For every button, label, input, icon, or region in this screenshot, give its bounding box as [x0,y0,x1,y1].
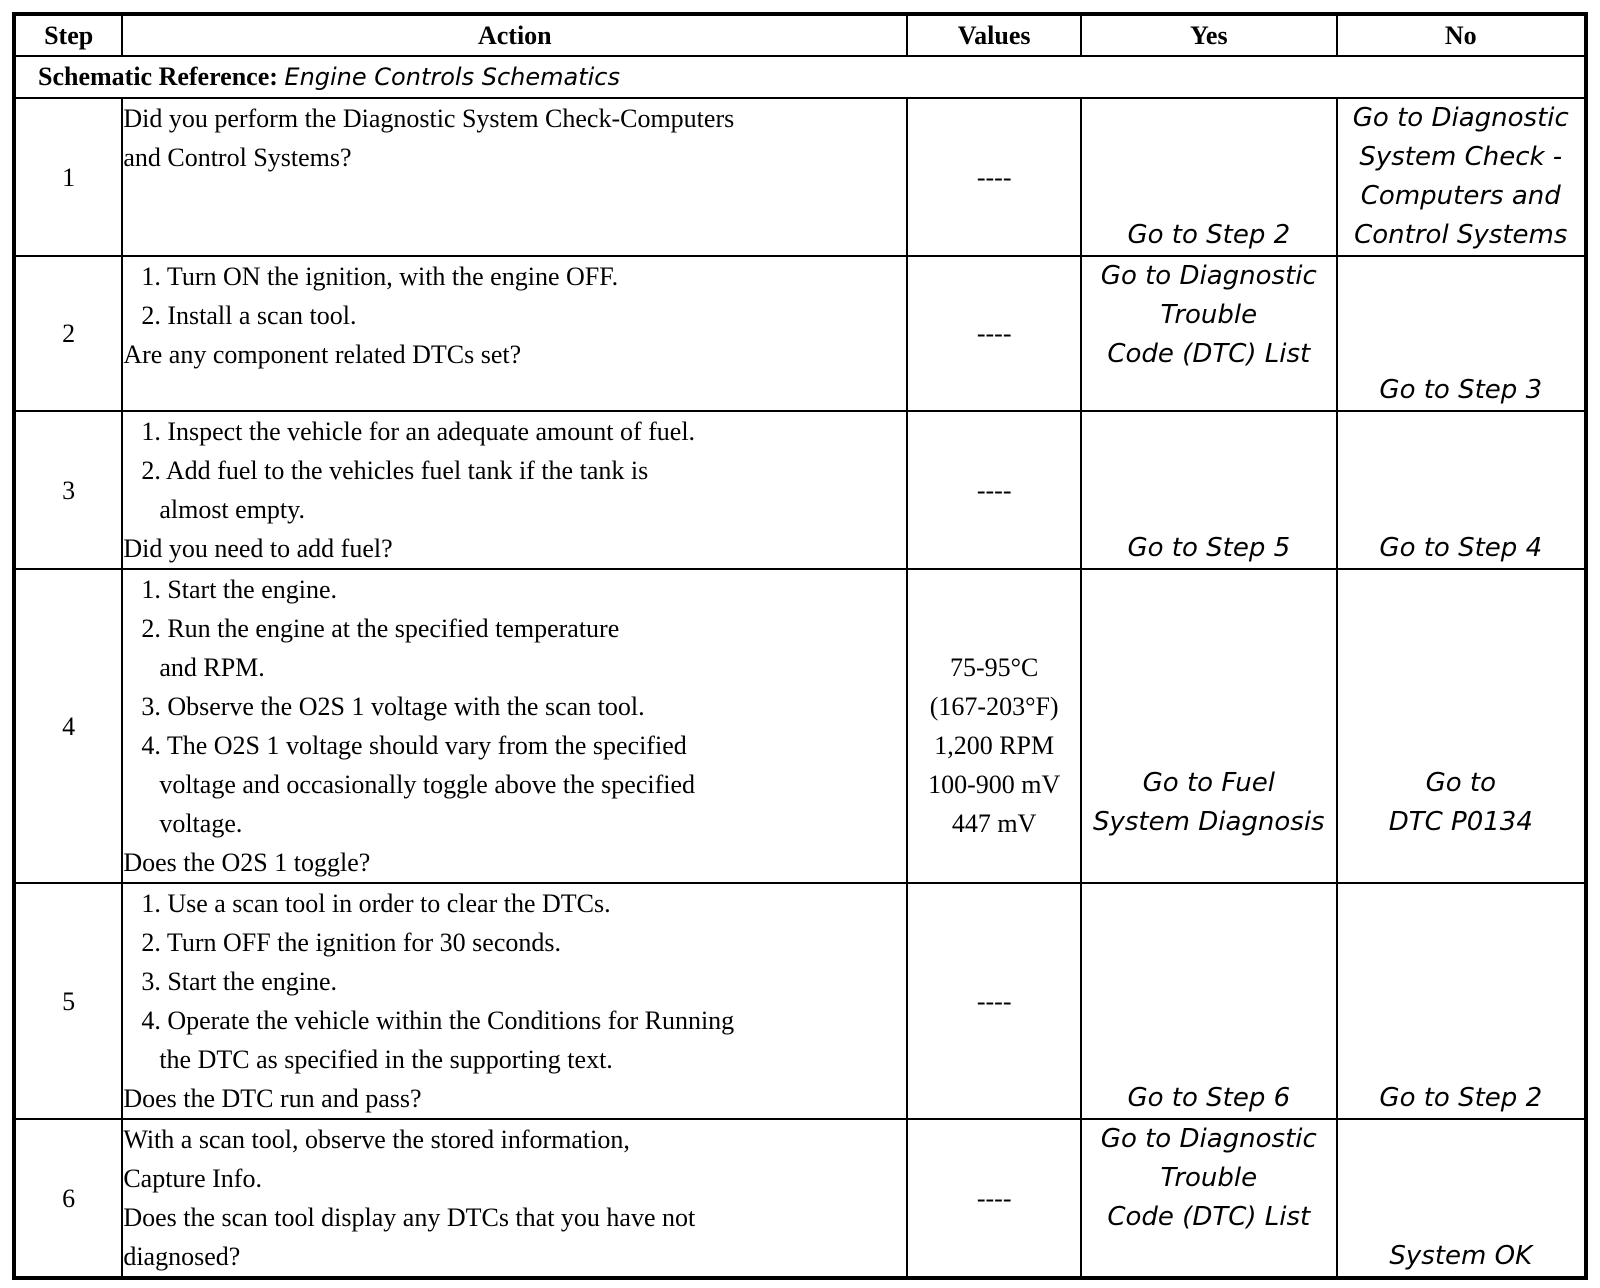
no-cell [1337,98,1586,256]
header-action: Action [122,14,907,56]
action-line: 2. Install a scan tool. [141,301,357,330]
header-no: No [1337,14,1586,56]
step-number: 3 [14,411,122,569]
value-line: ---- [976,475,1012,505]
yes-link: Trouble [1160,1163,1258,1193]
action-line: 3. Observe the O2S 1 voltage with the scan tool. [141,692,645,721]
header-row [14,14,1586,56]
action-line: Does the scan tool display any DTCs that you have not [123,1203,696,1232]
value-line: (167-203°F) [929,692,1059,721]
yes-cell [1081,98,1337,256]
no-link: Go to Step 4 [1379,533,1543,563]
yes-cell [1081,256,1337,411]
action-line: 1. Turn ON the ignition, with the engine OFF. [141,262,619,291]
action-line: Does the DTC run and pass? [123,1084,422,1113]
table-row [14,569,1586,883]
action-line: 3. Start the engine. [141,967,338,996]
action-cell [122,98,907,256]
value-line: ---- [976,162,1012,192]
action-line: Are any component related DTCs set? [123,340,522,369]
value-line: 447 mV [951,809,1037,838]
schematic-reference [14,56,1586,98]
no-cell [1337,256,1586,411]
action-cell [122,883,907,1119]
action-line: the DTC as specified in the supporting text. [159,1045,613,1074]
no-cell [1337,569,1586,883]
value-line: 75-95°C [949,653,1039,682]
action-cell [122,569,907,883]
yes-cell [1081,569,1337,883]
action-line: Did you need to add fuel? [123,534,393,563]
table-row [14,411,1586,569]
action-line: Did you perform the Diagnostic System Check-Computers [123,104,735,133]
no-link: System Check - [1359,142,1563,172]
yes-link: Go to Step 2 [1127,220,1291,250]
header-values: Values [907,14,1081,56]
value-line: ---- [976,1183,1012,1213]
yes-link: Code (DTC) List [1107,339,1311,369]
step-number: 1 [14,98,122,256]
no-link: System OK [1389,1241,1533,1271]
value-line: ---- [976,986,1012,1016]
table-row [14,1119,1586,1278]
yes-link: System Diagnosis [1093,807,1325,837]
values-cell [907,411,1081,569]
yes-link: Go to Step 6 [1127,1083,1291,1113]
action-line: voltage. [159,809,243,838]
value-line: 1,200 RPM [934,731,1055,760]
values-cell [907,1119,1081,1278]
header-yes: Yes [1081,14,1337,56]
action-line: and RPM. [159,653,265,682]
action-line: diagnosed? [123,1242,241,1271]
no-link: Go to [1425,768,1496,798]
no-link: Go to Step 2 [1379,1083,1543,1113]
action-line: 2. Add fuel to the vehicles fuel tank if the tank is [141,456,649,485]
step-number: 6 [14,1119,122,1278]
values-cell [907,98,1081,256]
action-line: 4. The O2S 1 voltage should vary from the specified [141,731,687,760]
yes-link: Go to Fuel [1142,768,1275,798]
schematic-reference-row [14,56,1586,98]
value-line: ---- [976,319,1012,348]
value-line: 100-900 mV [928,770,1061,799]
header-step: Step [14,14,122,56]
no-link: Go to Diagnostic [1352,103,1569,133]
step-number: 2 [14,256,122,411]
schematic-link: Engine Controls Schematics [284,63,620,91]
yes-link: Go to Step 5 [1127,533,1291,563]
action-cell [122,256,907,411]
yes-link: Code (DTC) List [1107,1202,1311,1232]
action-line: and Control Systems? [123,143,352,172]
action-line: 2. Turn OFF the ignition for 30 seconds. [141,928,561,957]
action-cell [122,411,907,569]
yes-link: Go to Diagnostic [1100,261,1317,291]
yes-cell [1081,1119,1337,1278]
step-number: 5 [14,883,122,1119]
yes-cell [1081,411,1337,569]
no-link: Control Systems [1354,220,1568,250]
yes-link: Trouble [1160,300,1258,330]
no-cell [1337,1119,1586,1278]
table-row [14,98,1586,256]
action-cell [122,1119,907,1278]
yes-cell [1081,883,1337,1119]
action-line: Capture Info. [123,1164,262,1193]
values-cell [907,883,1081,1119]
step-number: 4 [14,569,122,883]
action-line: 2. Run the engine at the specified temperature [141,614,620,643]
action-line: 1. Inspect the vehicle for an adequate amount of fuel. [141,417,696,446]
action-line: almost empty. [159,495,305,524]
no-link: Go to Step 3 [1379,375,1543,405]
action-line: 1. Start the engine. [141,575,338,604]
table-row [14,256,1586,411]
action-line: Does the O2S 1 toggle? [123,848,371,877]
values-cell [907,569,1081,883]
no-link: DTC P0134 [1388,807,1533,837]
action-line: 4. Operate the vehicle within the Conditions for Running [141,1006,735,1035]
table-row [14,883,1586,1119]
action-line: voltage and occasionally toggle above the specified [159,770,696,799]
values-cell [907,256,1081,411]
action-line: With a scan tool, observe the stored information, [123,1125,630,1154]
action-line: 1. Use a scan tool in order to clear the DTCs. [141,889,611,918]
yes-link: Go to Diagnostic [1100,1124,1317,1154]
no-cell [1337,883,1586,1119]
no-cell [1337,411,1586,569]
diagnostic-table [12,12,1588,1280]
schematic-label: Schematic Reference: [38,62,278,91]
no-link: Computers and [1360,181,1561,211]
